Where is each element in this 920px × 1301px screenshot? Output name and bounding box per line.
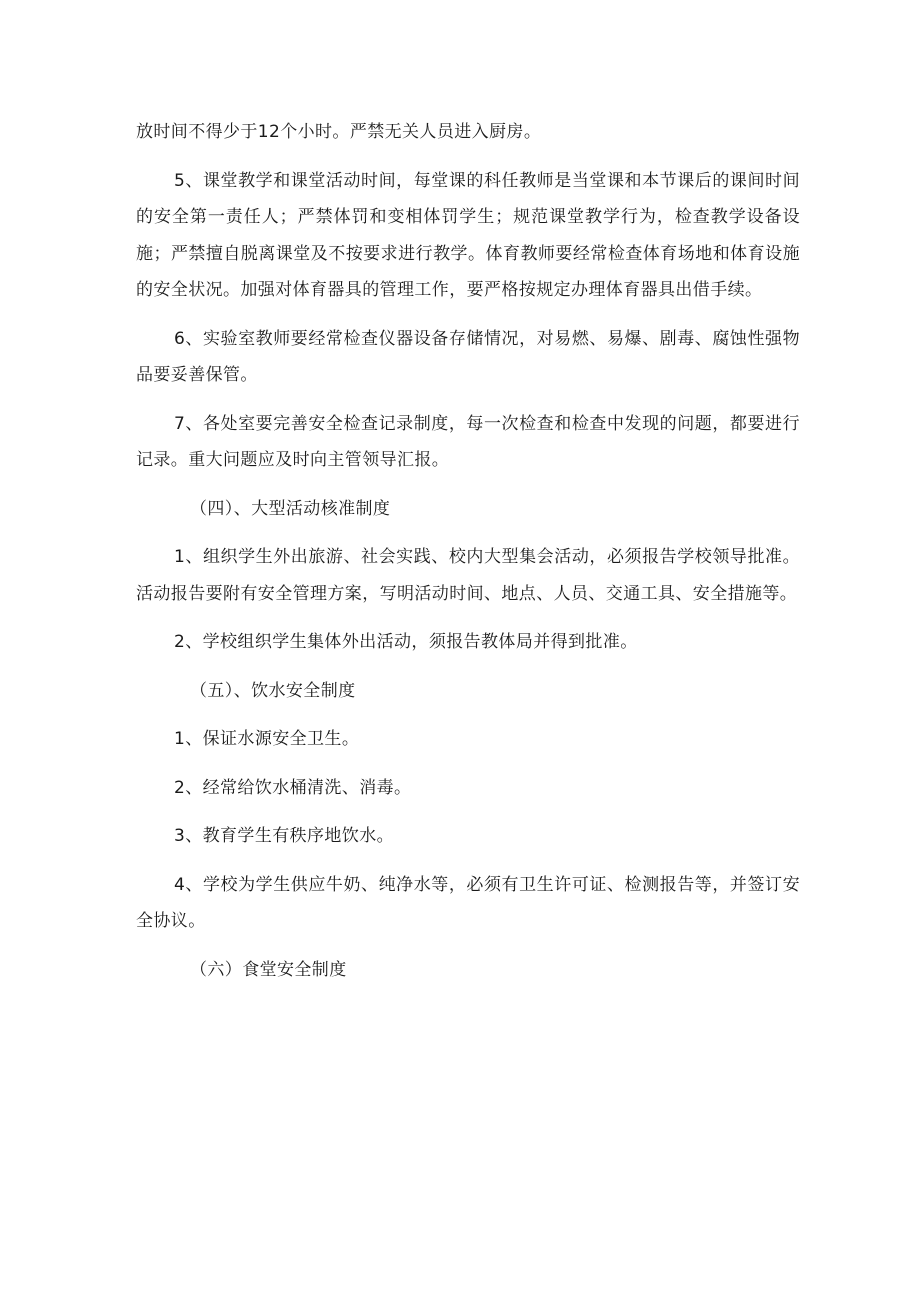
paragraph: 7、各处室要完善安全检查记录制度，每一次检查和检查中发现的问题，都要进行记录。重大问题应及时向主管领导汇报。 [136, 413, 800, 470]
section-heading: （五）、饮水安全制度 [190, 680, 356, 701]
paragraph: 2、学校组织学生集体外出活动，须报告教体局并得到批准。 [174, 632, 638, 652]
document-body [136, 114, 800, 1000]
section-heading: （四）、大型活动核准制度 [190, 498, 391, 519]
paragraph: 1、保证水源安全卫生。 [174, 729, 360, 749]
paragraph: 放时间不得少于12个小时。严禁无关人员进入厨房。 [136, 122, 542, 142]
paragraph: 3、教育学生有秩序地饮水。 [174, 826, 395, 846]
paragraph: 4、学校为学生供应牛奶、纯净水等，必须有卫生许可证、检测报告等，并签订安全协议。 [136, 874, 800, 931]
paragraph: 5、课堂教学和课堂活动时间，每堂课的科任教师是当堂课和本节课后的课间时间的安全第一责任人；严禁体罚和变相体罚学生；规范课堂教学行为，检查教学设备设施；严禁擅自脱离课堂及不按要求进行教学。体育教师要经常检查体育场地和体育设施的安全状况。加强对体育器具的管理工作，要严格按规定办理体育器具出借手续。 [136, 170, 800, 300]
paragraph: 2、经常给饮水桶清洗、消毒。 [174, 777, 412, 798]
paragraph: 6、实验室教师要经常检查仪器设备存储情况，对易燃、易爆、剧毒、腐蚀性强物品要妥善保管。 [136, 328, 800, 385]
section-heading: （六）食堂安全制度 [190, 959, 347, 980]
paragraph: 1、组织学生外出旅游、社会实践、校内大型集会活动，必须报告学校领导批准。活动报告要附有安全管理方案，写明活动时间、地点、人员、交通工具、安全措施等。 [136, 547, 800, 604]
